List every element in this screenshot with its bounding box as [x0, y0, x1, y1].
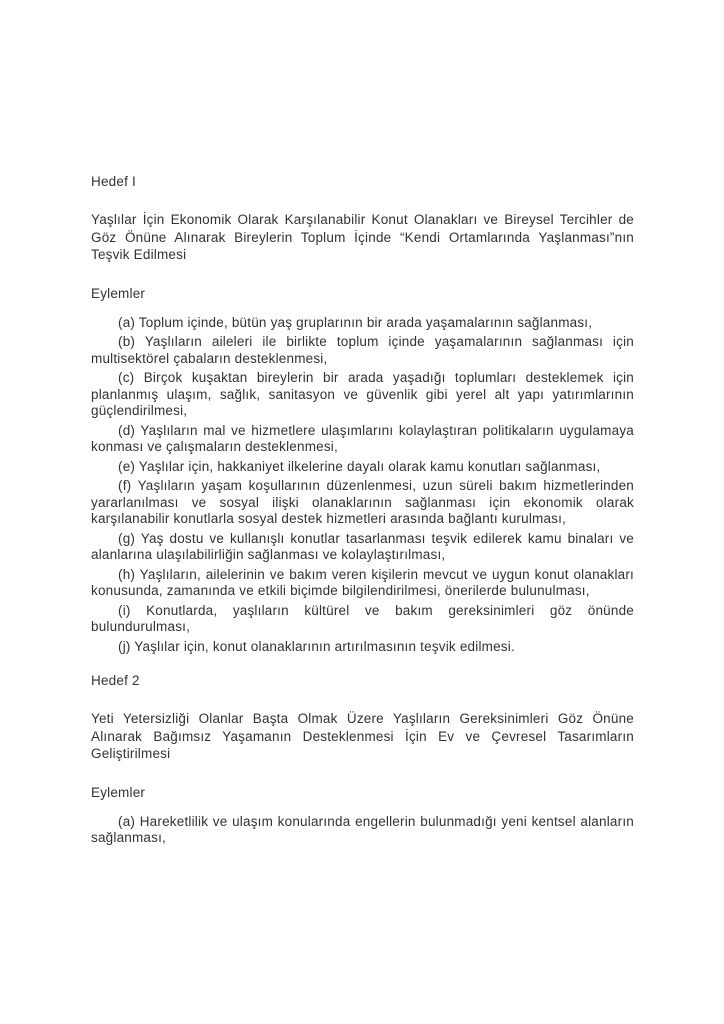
actions-heading: Eylemler	[91, 285, 146, 301]
action-item-c: (c) Birçok kuşaktan bireylerin bir arada yaşadığı toplumları desteklemek için planlanmış ulaşım, sağlık, sanitasyon ve güvenlik gibi yerel alt yapı yatırımlarının güçlendirilmesi,	[91, 370, 634, 418]
section-hedef-1	[91, 173, 634, 655]
action-item-e: (e) Yaşlılar için, hakkaniyet ilkelerine dayalı olarak kamu konutları sağlanması,	[118, 458, 601, 474]
action-item-b: (b) Yaşlıların aileleri ile birlikte toplum içinde yaşamalarının sağlanması için multisektörel çabaların desteklenmesi,	[91, 334, 634, 366]
goal-heading: Hedef I	[91, 174, 136, 189]
goal-title: Yaşlılar İçin Ekonomik Olarak Karşılanabilir Konut Olanakları ve Bireysel Tercihler de Göz Önüne Alınarak Bireylerin Toplum İçinde “Kendi Ortamlarında Yaşlanması”nın Teşvik Edilmesi	[91, 212, 634, 262]
action-item-h: (h) Yaşlıların, ailelerinin ve bakım veren kişilerin mevcut ve uygun konut olanakları konusunda, zamanında ve etkili biçimde bilgilendirilmesi, önerilerde bulunulması,	[91, 566, 634, 598]
section-hedef-2	[91, 672, 634, 847]
action-item-g: (g) Yaş dostu ve kullanışlı konutlar tasarlanması teşvik edilerek kamu binaları ve alanlarına ulaşılabilirliğin sağlanması ve kolaylaştırılması,	[91, 530, 634, 562]
goal-heading: Hedef 2	[91, 673, 140, 688]
action-item-i: (i) Konutlarda, yaşlıların kültürel ve bakım gereksinimleri göz önünde bulundurulması,	[91, 602, 634, 634]
action-item-j: (j) Yaşlılar için, konut olanaklarının artırılmasının teşvik edilmesi.	[118, 638, 515, 654]
goal-title: Yeti Yetersizliği Olanlar Başta Olmak Üzere Yaşlıların Gereksinimleri Göz Önüne Alınarak Bağımsız Yaşamanın Desteklenmesi İçin Ev ve Çevresel Tasarımların Geliştirilmesi	[91, 711, 634, 761]
action-item-f: (f) Yaşlıların yaşam koşullarının düzenlenmesi, uzun süreli bakım hizmetlerinden yararlanılması ve sosyal ilişki olanaklarının sağlanması için ekonomik olarak karşılanabilir konutlarla sosyal destek hizmetleri arasında bağlantı kurulması,	[91, 478, 634, 526]
action-item-a: (a) Hareketlilik ve ulaşım konularında engellerin bulunmadığı yeni kentsel alanların sağlanması,	[91, 813, 634, 845]
action-item-d: (d) Yaşlıların mal ve hizmetlere ulaşımlarını kolaylaştıran politikaların uygulamaya konması ve çalışmaların desteklenmesi,	[91, 422, 634, 454]
action-item-a: (a) Toplum içinde, bütün yaş gruplarının bir arada yaşamalarının sağlanması,	[118, 314, 593, 330]
actions-heading: Eylemler	[91, 784, 146, 800]
